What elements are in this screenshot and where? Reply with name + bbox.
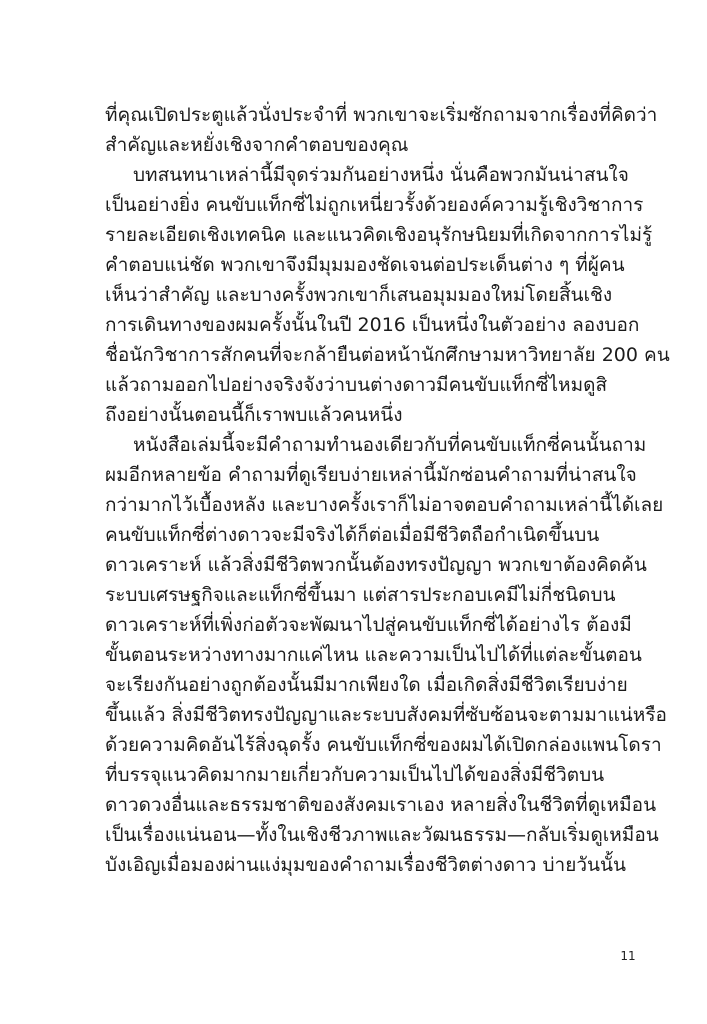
text-line: กว่ามากไว้เบื้องหลัง และบางครั้งเราก็ไม่อาจตอบคำถามเหล่านี้ได้เลย xyxy=(105,494,664,516)
text-line: หนังสือเล่มนี้จะมีคำถามทำนองเดียวกับที่คนขับแท็กซี่คนนั้นถาม xyxy=(133,434,647,456)
text-line: ที่บรรจุแนวคิดมากมายเกี่ยวกับความเป็นไปได้ของสิ่งมีชีวิตบน xyxy=(105,764,605,786)
text-line: ระบบเศรษฐกิจและแท็กซี่ขึ้นมา แต่สารประกอบเคมีไม่กี่ชนิดบน xyxy=(105,584,616,606)
text-line: คนขับแท็กซี่ต่างดาวจะมีจริงได้ก็ต่อเมื่อมีชีวิตถือกำเนิดขึ้นบน xyxy=(105,524,600,546)
text-line: คำตอบแน่ชัด พวกเขาจึงมีมุมมองชัดเจนต่อประเด็นต่าง ๆ ที่ผู้คน xyxy=(105,254,625,276)
text-line: ดาวเคราะห์ แล้วสิ่งมีชีวิตพวกนั้นต้องทรงปัญญา พวกเขาต้องคิดค้น xyxy=(105,554,647,576)
text-line: ขั้นตอนระหว่างทางมากแค่ไหน และความเป็นไปได้ที่แต่ละขั้นตอน xyxy=(105,644,642,666)
text-line: ที่คุณเปิดประตูแล้วนั่งประจำที่ พวกเขาจะเริ่มซักถามจากเรื่องที่คิดว่า xyxy=(105,104,658,126)
text-line: การเดินทางของผมครั้งนั้นในปี 2016 เป็นหนึ่งในตัวอย่าง ลองบอก xyxy=(105,314,640,336)
text-line: ขึ้นแล้ว สิ่งมีชีวิตทรงปัญญาและระบบสังคมที่ซับซ้อนจะตามมาแน่หรือ xyxy=(105,704,667,726)
body-text xyxy=(105,100,670,880)
text-line: เห็นว่าสำคัญ และบางครั้งพวกเขาก็เสนอมุมมองใหม่โดยสิ้นเชิง xyxy=(105,284,613,306)
page-number: 11 xyxy=(620,949,636,963)
text-line: จะเรียงกันอย่างถูกต้องนั้นมีมากเพียงใด เมื่อเกิดสิ่งมีชีวิตเรียบง่าย xyxy=(105,674,628,696)
text-line: ผมอีกหลายข้อ คำถามที่ดูเรียบง่ายเหล่านี้มักซ่อนคำถามที่น่าสนใจ xyxy=(105,464,637,486)
text-line: บทสนทนาเหล่านี้มีจุดร่วมกันอย่างหนึ่ง นั่นคือพวกมันน่าสนใจ xyxy=(133,164,629,186)
text-line: รายละเอียดเชิงเทคนิค และแนวคิดเชิงอนุรักษนิยมที่เกิดจากการไม่รู้ xyxy=(105,224,653,246)
text-line: ถึงอย่างนั้นตอนนี้ก็เราพบแล้วคนหนึ่ง xyxy=(105,404,403,426)
text-line: แล้วถามออกไปอย่างจริงจังว่าบนต่างดาวมีคนขับแท็กซี่ไหมดูสิ xyxy=(105,374,608,396)
text-line: ดาวดวงอื่นและธรรมชาติของสังคมเราเอง หลายสิ่งในชีวิตที่ดูเหมือน xyxy=(105,794,657,816)
text-line: ดาวเคราะห์ที่เพิ่งก่อตัวจะพัฒนาไปสู่คนขับแท็กซี่ได้อย่างไร ต้องมี xyxy=(105,614,632,636)
text-line: เป็นอย่างยิ่ง คนขับแท็กซี่ไม่ถูกเหนี่ยวรั้งด้วยองค์ความรู้เชิงวิชาการ xyxy=(105,194,644,216)
text-line: เป็นเรื่องแน่นอน—ทั้งในเชิงชีวภาพและวัฒนธรรม—กลับเริ่มดูเหมือน xyxy=(105,824,659,846)
text-line: สำคัญและหยั่งเชิงจากคำตอบของคุณ xyxy=(105,134,409,156)
text-line: ชื่อนักวิชาการสักคนที่จะกล้ายืนต่อหน้านักศึกษามหาวิทยาลัย 200 คน xyxy=(105,344,670,366)
text-line: บังเอิญเมื่อมองผ่านแง่มุมของคำถามเรื่องชีวิตต่างดาว บ่ายวันนั้น xyxy=(105,854,626,876)
text-line: ด้วยความคิดอันไร้สิ่งฉุดรั้ง คนขับแท็กซี่ของผมได้เปิดกล่องแพนโดรา xyxy=(105,734,662,756)
